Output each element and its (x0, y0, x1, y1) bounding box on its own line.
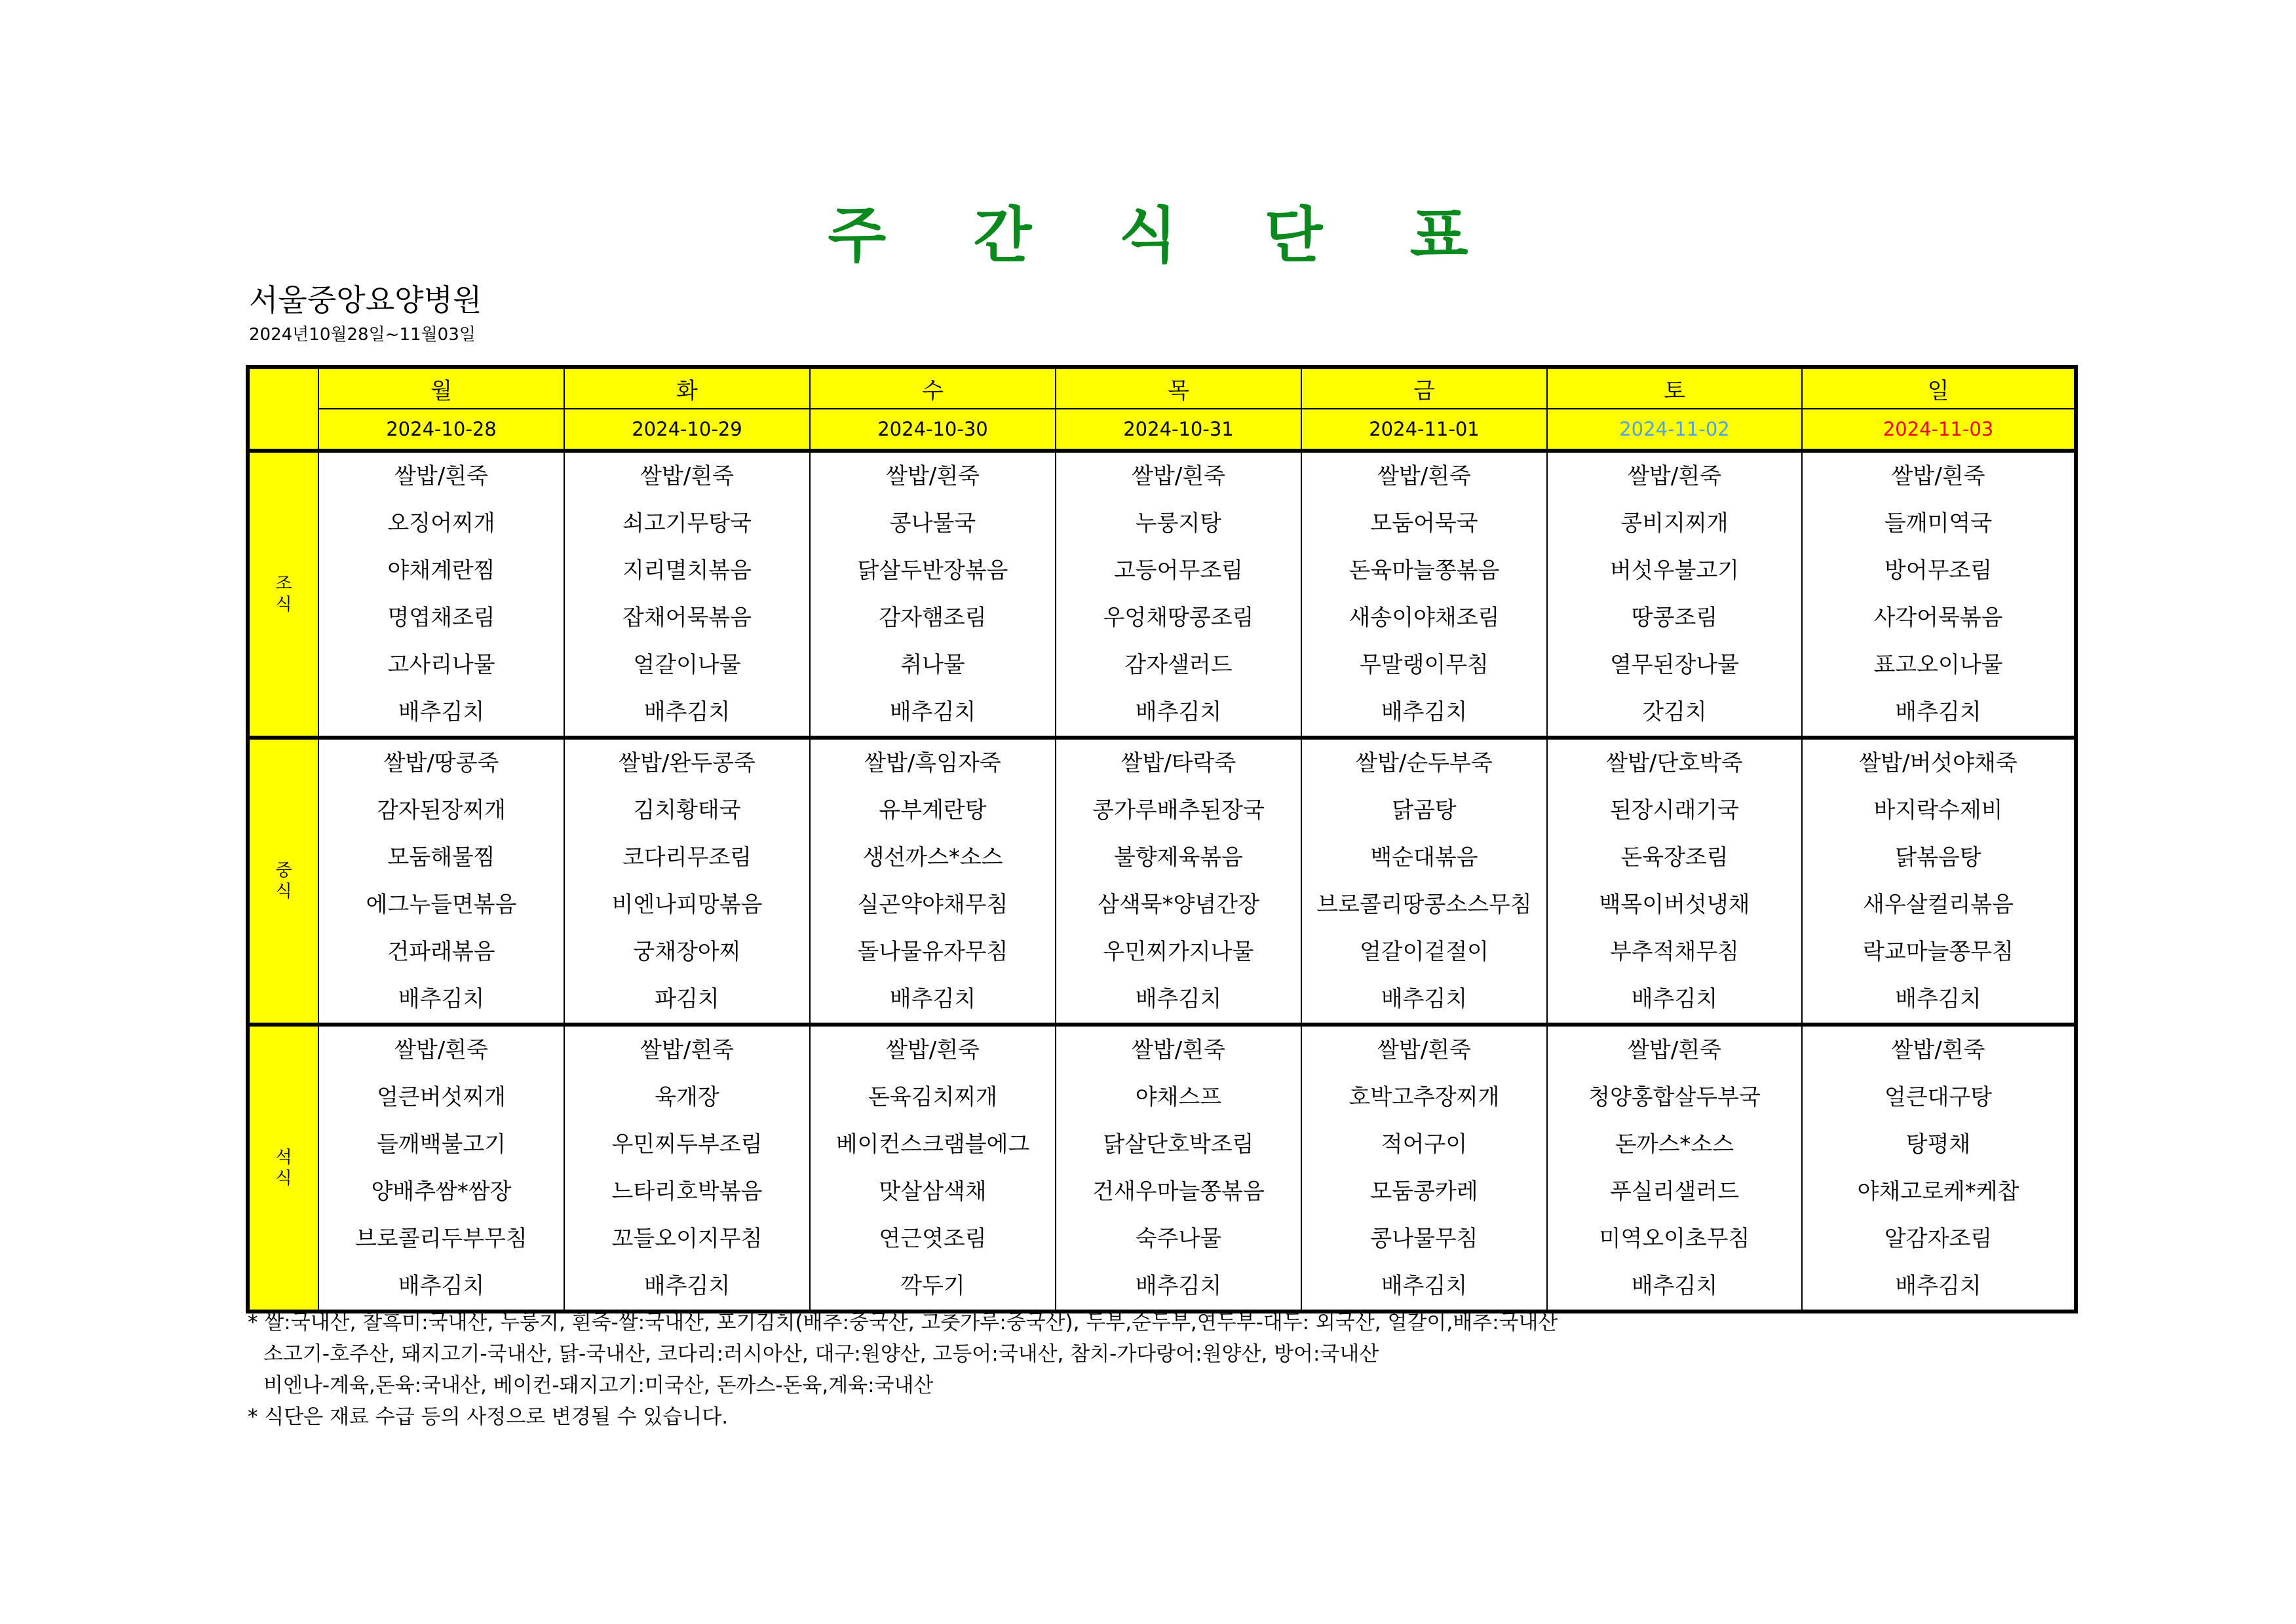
menu-cell: 부추적채무침 (1547, 928, 1802, 975)
menu-cell: 모둠콩카레 (1301, 1168, 1547, 1215)
menu-cell: 쌀밥/흰죽 (318, 451, 564, 500)
menu-cell: 쇠고기무탕국 (564, 500, 810, 547)
day-header-fri: 금 (1301, 367, 1547, 409)
menu-cell: 콩나물무침 (1301, 1215, 1547, 1262)
meal-label-char: 조 (275, 574, 292, 594)
menu-cell: 감자샐러드 (1056, 641, 1301, 689)
menu-cell: 닭살단호박조림 (1056, 1121, 1301, 1168)
menu-cell: 파김치 (564, 975, 810, 1025)
menu-cell: 백순대볶음 (1301, 834, 1547, 881)
table-row (248, 641, 2076, 689)
day-header-sun: 일 (1802, 367, 2076, 409)
menu-cell: 미역오이초무침 (1547, 1215, 1802, 1262)
menu-cell: 에그누들면볶음 (318, 881, 564, 928)
day-header-thu: 목 (1056, 367, 1301, 409)
menu-cell: 배추김치 (318, 1262, 564, 1312)
menu-cell: 닭볶음탕 (1802, 834, 2076, 881)
menu-cell: 건새우마늘쫑볶음 (1056, 1168, 1301, 1215)
menu-cell: 오징어찌개 (318, 500, 564, 547)
menu-cell: 김치황태국 (564, 787, 810, 834)
menu-cell: 야채계란찜 (318, 547, 564, 594)
menu-cell: 적어구이 (1301, 1121, 1547, 1168)
menu-cell: 베이컨스크램블에그 (810, 1121, 1056, 1168)
menu-cell: 배추김치 (1056, 975, 1301, 1025)
menu-cell: 배추김치 (564, 1262, 810, 1312)
meal-label-char: 식 (275, 1169, 292, 1188)
menu-cell: 들깨백불고기 (318, 1121, 564, 1168)
menu-cell: 닭곰탕 (1301, 787, 1547, 834)
menu-cell: 야채고로케*케찹 (1802, 1168, 2076, 1215)
menu-cell: 쌀밥/순두부죽 (1301, 738, 1547, 787)
menu-cell: 고사리나물 (318, 641, 564, 689)
menu-period: 2024년10월28일~11월03일 (249, 325, 476, 345)
date-header-tue: 2024-10-29 (564, 409, 810, 451)
menu-cell: 배추김치 (1802, 975, 2076, 1025)
day-header-tue: 화 (564, 367, 810, 409)
meal-label-breakfast (248, 451, 318, 738)
menu-cell: 표고오이나물 (1802, 641, 2076, 689)
day-header-row (248, 367, 2076, 409)
menu-cell: 육개장 (564, 1074, 810, 1121)
menu-cell: 쌀밥/버섯야채죽 (1802, 738, 2076, 787)
menu-cell: 삼색묵*양념간장 (1056, 881, 1301, 928)
menu-cell: 쌀밥/흰죽 (564, 1025, 810, 1074)
menu-cell: 배추김치 (1056, 689, 1301, 738)
menu-cell: 누룽지탕 (1056, 500, 1301, 547)
menu-cell: 숙주나물 (1056, 1215, 1301, 1262)
menu-cell: 돌나물유자무침 (810, 928, 1056, 975)
menu-cell: 쌀밥/흰죽 (810, 1025, 1056, 1074)
menu-cell: 야채스프 (1056, 1074, 1301, 1121)
menu-cell: 배추김치 (1301, 689, 1547, 738)
menu-cell: 불향제육볶음 (1056, 834, 1301, 881)
table-row (248, 500, 2076, 547)
menu-cell: 바지락수제비 (1802, 787, 2076, 834)
menu-cell: 땅콩조림 (1547, 594, 1802, 641)
table-row (248, 451, 2076, 500)
menu-cell: 호박고추장찌개 (1301, 1074, 1547, 1121)
menu-cell: 배추김치 (810, 975, 1056, 1025)
menu-cell: 백목이버섯냉채 (1547, 881, 1802, 928)
menu-cell: 방어무조림 (1802, 547, 2076, 594)
menu-cell: 얼갈이겉절이 (1301, 928, 1547, 975)
page-title: 주 간 식 단 표 (828, 200, 1502, 271)
note-origin-3: 비엔나-계육,돈육:국내산, 베이컨-돼지고기:미국산, 돈까스-돈육,계육:국내산 (263, 1374, 934, 1397)
menu-cell: 배추김치 (1802, 1262, 2076, 1312)
menu-cell: 콩가루배추된장국 (1056, 787, 1301, 834)
table-row (248, 1025, 2076, 1074)
table-row (248, 881, 2076, 928)
menu-cell: 얼큰대구탕 (1802, 1074, 2076, 1121)
table-row (248, 547, 2076, 594)
table-row (248, 1168, 2076, 1215)
menu-cell: 우민찌가지나물 (1056, 928, 1301, 975)
table-row (248, 975, 2076, 1025)
menu-cell: 쌀밥/흰죽 (564, 451, 810, 500)
menu-cell: 쌀밥/완두콩죽 (564, 738, 810, 787)
menu-cell: 배추김치 (1056, 1262, 1301, 1312)
menu-cell: 새우살컬리볶음 (1802, 881, 2076, 928)
table-row (248, 594, 2076, 641)
table-row (248, 1121, 2076, 1168)
menu-cell: 쌀밥/흰죽 (1056, 1025, 1301, 1074)
menu-cell: 배추김치 (318, 975, 564, 1025)
menu-cell: 쌀밥/흰죽 (810, 451, 1056, 500)
menu-cell: 닭살두반장볶음 (810, 547, 1056, 594)
menu-cell: 된장시래기국 (1547, 787, 1802, 834)
date-header-mon: 2024-10-28 (318, 409, 564, 451)
menu-cell: 사각어묵볶음 (1802, 594, 2076, 641)
menu-cell: 모둠어묵국 (1301, 500, 1547, 547)
menu-cell: 돈까스*소스 (1547, 1121, 1802, 1168)
menu-cell: 브로콜리두부무침 (318, 1215, 564, 1262)
menu-cell: 생선까스*소스 (810, 834, 1056, 881)
menu-cell: 알감자조림 (1802, 1215, 2076, 1262)
menu-cell: 모둠해물찜 (318, 834, 564, 881)
notes (248, 1307, 1558, 1433)
table-row (248, 1074, 2076, 1121)
table-row (248, 834, 2076, 881)
meal-label-char: 석 (275, 1148, 292, 1167)
meal-label-char: 식 (275, 595, 292, 614)
date-header-fri: 2024-11-01 (1301, 409, 1547, 451)
table-row (248, 787, 2076, 834)
menu-cell: 탕평채 (1802, 1121, 2076, 1168)
menu-cell: 돈육김치찌개 (810, 1074, 1056, 1121)
day-header-mon: 월 (318, 367, 564, 409)
date-header-sat: 2024-11-02 (1547, 409, 1802, 451)
menu-cell: 쌀밥/흑임자죽 (810, 738, 1056, 787)
menu-cell: 쌀밥/흰죽 (1802, 451, 2076, 500)
menu-cell: 버섯우불고기 (1547, 547, 1802, 594)
menu-cell: 배추김치 (318, 689, 564, 738)
menu-body (248, 451, 2076, 1312)
hospital-name: 서울중앙요양병원 (249, 282, 482, 318)
menu-cell: 쌀밥/땅콩죽 (318, 738, 564, 787)
menu-cell: 새송이야채조림 (1301, 594, 1547, 641)
menu-cell: 쌀밥/흰죽 (1301, 1025, 1547, 1074)
table-row (248, 738, 2076, 787)
menu-cell: 코다리무조림 (564, 834, 810, 881)
menu-cell: 청양홍합살두부국 (1547, 1074, 1802, 1121)
meal-label-char: 식 (275, 882, 292, 901)
menu-cell: 쌀밥/흰죽 (1802, 1025, 2076, 1074)
note-origin-1: * 쌀:국내산, 찰흑미:국내산, 누룽지, 흰죽-쌀:국내산, 포기김치(배추:중국산, 고춧가루:중국산), 두부,순두부,연두부-대두: 외국산, 얼갈이,배추:국내산 (248, 1311, 1558, 1334)
menu-cell: 배추김치 (1301, 975, 1547, 1025)
table-row (248, 1262, 2076, 1312)
menu-cell: 얼갈이나물 (564, 641, 810, 689)
menu-cell: 실곤약야채무침 (810, 881, 1056, 928)
menu-cell: 우민찌두부조림 (564, 1121, 810, 1168)
meal-label-dinner (248, 1025, 318, 1312)
menu-cell: 배추김치 (564, 689, 810, 738)
menu-cell: 꼬들오이지무침 (564, 1215, 810, 1262)
menu-cell: 락교마늘쫑무침 (1802, 928, 2076, 975)
menu-cell: 건파래볶음 (318, 928, 564, 975)
day-header-sat: 토 (1547, 367, 1802, 409)
menu-cell: 쌀밥/단호박죽 (1547, 738, 1802, 787)
meal-label-char: 중 (275, 861, 292, 880)
menu-cell: 맛살삼색채 (810, 1168, 1056, 1215)
menu-cell: 궁채장아찌 (564, 928, 810, 975)
menu-cell: 배추김치 (1547, 975, 1802, 1025)
menu-cell: 비엔나피망볶음 (564, 881, 810, 928)
menu-cell: 들깨미역국 (1802, 500, 2076, 547)
menu-cell: 유부계란탕 (810, 787, 1056, 834)
menu-cell: 쌀밥/흰죽 (1301, 451, 1547, 500)
menu-cell: 콩나물국 (810, 500, 1056, 547)
menu-cell: 콩비지찌개 (1547, 500, 1802, 547)
menu-cell: 브로콜리땅콩소스무침 (1301, 881, 1547, 928)
menu-cell: 갓김치 (1547, 689, 1802, 738)
date-header-row (248, 409, 2076, 451)
table-row (248, 928, 2076, 975)
menu-cell: 열무된장나물 (1547, 641, 1802, 689)
menu-cell: 연근엿조림 (810, 1215, 1056, 1262)
date-header-sun: 2024-11-03 (1802, 409, 2076, 451)
menu-cell: 무말랭이무침 (1301, 641, 1547, 689)
date-header-wed: 2024-10-30 (810, 409, 1056, 451)
menu-cell: 쌀밥/흰죽 (318, 1025, 564, 1074)
day-header-wed: 수 (810, 367, 1056, 409)
menu-cell: 쌀밥/흰죽 (1547, 1025, 1802, 1074)
menu-cell: 쌀밥/타락죽 (1056, 738, 1301, 787)
note-change: * 식단은 재료 수급 등의 사정으로 변경될 수 있습니다. (248, 1405, 729, 1429)
menu-cell: 양배추쌈*쌈장 (318, 1168, 564, 1215)
menu-cell: 배추김치 (1547, 1262, 1802, 1312)
menu-cell: 배추김치 (1301, 1262, 1547, 1312)
menu-cell: 배추김치 (810, 689, 1056, 738)
note-origin-2: 소고기-호주산, 돼지고기-국내산, 닭-국내산, 코다리:러시아산, 대구:원양산, 고등어:국내산, 참치-가다랑어:원양산, 방어:국내산 (263, 1342, 1379, 1366)
table-corner (248, 367, 318, 451)
menu-cell: 지리멸치볶음 (564, 547, 810, 594)
menu-cell: 잡채어묵볶음 (564, 594, 810, 641)
menu-cell: 돈육마늘쫑볶음 (1301, 547, 1547, 594)
menu-cell: 고등어무조림 (1056, 547, 1301, 594)
menu-cell: 명엽채조림 (318, 594, 564, 641)
date-header-thu: 2024-10-31 (1056, 409, 1301, 451)
menu-cell: 쌀밥/흰죽 (1056, 451, 1301, 500)
menu-cell: 쌀밥/흰죽 (1547, 451, 1802, 500)
menu-cell: 취나물 (810, 641, 1056, 689)
menu-cell: 우엉채땅콩조림 (1056, 594, 1301, 641)
menu-cell: 느타리호박볶음 (564, 1168, 810, 1215)
table-row (248, 1215, 2076, 1262)
weekly-menu-table (246, 365, 2078, 1313)
table-row (248, 689, 2076, 738)
menu-cell: 감자햄조림 (810, 594, 1056, 641)
menu-cell: 깍두기 (810, 1262, 1056, 1312)
menu-cell: 푸실리샐러드 (1547, 1168, 1802, 1215)
menu-cell: 배추김치 (1802, 689, 2076, 738)
menu-cell: 감자된장찌개 (318, 787, 564, 834)
menu-cell: 돈육장조림 (1547, 834, 1802, 881)
menu-cell: 얼큰버섯찌개 (318, 1074, 564, 1121)
meal-label-lunch (248, 738, 318, 1025)
